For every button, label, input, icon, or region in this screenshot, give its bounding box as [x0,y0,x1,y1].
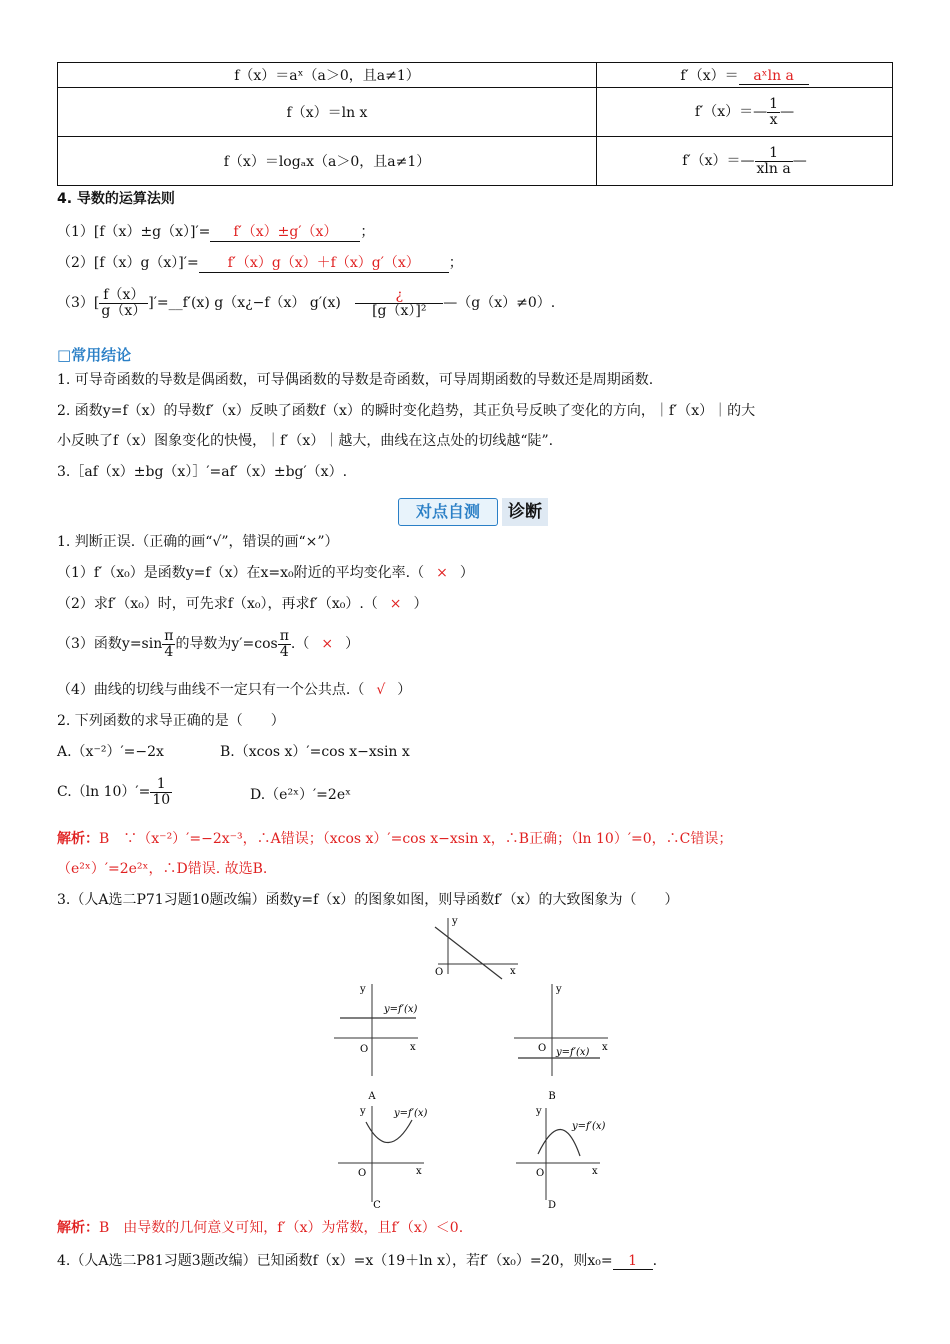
q2-solution-2: （e²ˣ）′=2e²ˣ，∴D错误. 故选B. [57,861,268,877]
badge-box: 对点自测 [398,498,498,526]
conclusions-heading: □常用结论 [57,346,132,364]
answer-mark: × [389,596,402,612]
q2-option-b: B.（xcos x）′=cos x−xsin x [220,744,410,760]
svg-text:y: y [556,984,562,995]
fraction: $\frac{1}{10}$ [152,775,171,808]
q2-option-a: A.（x⁻²）′=−2x [57,744,164,760]
option-label-a: A [368,1091,376,1102]
svg-text:O: O [538,1043,547,1054]
option-label-d: D [547,1200,557,1211]
graph-original [435,916,518,979]
q2-option-d: D.（e²ˣ）′=2eˣ [250,787,352,803]
rule-2: （2）[f（x）g（x）]′= f′（x）g（x）＋f（x）g′（x） ； [57,252,463,273]
section-heading: 4. 导数的运算法则 [57,191,175,207]
graph-option-d [516,1106,606,1211]
q1-item-1: （1）f′（x₀）是函数y=f（x）在x=x₀附近的平均变化率.（ × ） [57,565,474,581]
table-cell-derivative: f′（x）＝— $\frac{1}{x}$ — [597,88,893,137]
q3-solution: 解析：B 由导数的几何意义可知，f′（x）为常数，且f′（x）＜0. [57,1220,464,1236]
origin-label: O [435,967,444,978]
q2-option-c: C.（ln 10）′= $\frac{1}{10}$ [57,775,171,808]
svg-text:x: x [592,1166,598,1177]
graph-option-c [338,1106,428,1211]
svg-text:y: y [360,1106,366,1117]
badge-text: 诊断 [502,498,548,526]
answer-blank: aˣln a [739,68,809,85]
svg-text:y=f′(x): y=f′(x) [556,1047,590,1058]
q1-item-3: （3）函数y=sin $\frac{\pi}{4}$ 的导数为y′=cos $\frac{\pi}{4}$ .（ × ） [57,627,360,660]
option-label-c: C [373,1200,381,1211]
fraction: $\frac{1}{\text{xln a}}$ [756,144,791,177]
fraction: $\frac{¿}{\text{[g（x）]²}}$ [355,288,443,318]
answer-blank: 1 [613,1253,653,1270]
q2-stem: 2. 下列函数的求导正确的是（ ） [57,713,285,729]
fraction: $\frac{\pi}{4}$ [279,627,289,660]
conclusion-3: 3.［af（x）±bg（x）］′=af′（x）±bg′（x）. [57,464,348,480]
q1-item-4: （4）曲线的切线与曲线不一定只有一个公共点.（ √ ） [57,682,412,698]
table-cell-derivative: f′（x）＝ aˣln a [597,63,893,88]
svg-text:O: O [536,1168,545,1179]
svg-text:x: x [410,1042,416,1053]
svg-text:y: y [536,1106,542,1117]
answer-mark: √ [376,682,386,698]
section-badge [398,498,552,526]
svg-text:y: y [360,984,366,995]
q3-stem: 3.（人A选二P71习题10题改编）函数y=f（x）的图象如图，则导函数f′（x）的大致图象为（ ） [57,892,679,908]
conclusion-2b: 小反映了f（x）图象变化的快慢，｜f′（x）｜越大，曲线在这点处的切线越“陡”. [57,433,554,449]
q1-item-2: （2）求f′（x₀）时，可先求f（x₀），再求f′（x₀）.（ × ） [57,596,428,612]
q4-stem: 4.（人A选二P81习题3题改编）已知函数f（x）=x（19＋ln x），若f′（x₀）=20，则x₀= 1 . [57,1253,658,1269]
fraction: $\frac{1}{x}$ [769,95,779,128]
svg-text:x: x [416,1166,422,1177]
table-cell-derivative: f′（x）＝— $\frac{1}{\text{xln a}}$ — [597,137,893,186]
q2-solution-1: 解析：B ∵（x⁻²）′=−2x⁻³，∴A错误；（xcos x）′=cos x−xsin x，∴B正确；（ln 10）′=0，∴C错误； [57,831,733,847]
fraction: $\frac{\pi}{4}$ [164,627,174,660]
table-cell-function: f（x）＝aˣ（a＞0，且a≠1） [58,63,597,88]
answer-blank: f′（x）g（x）＋f（x）g′（x） [199,252,449,273]
q1-stem: 1. 判断正误.（正确的画“√”，错误的画“×”） [57,534,339,550]
rule-3: （3）[ $\frac{f(x)}{g(x)}$ ]′=__f′(x) g（x¿−f（x） g′(x) $\frac{¿}{\text{[g（x）]²}}$ —（g（x）≠0）. [57,286,556,319]
svg-text:y=f′(x): y=f′(x) [394,1108,428,1119]
q3-graphs [320,912,620,1212]
table-cell-function: f（x）＝ln x [58,88,597,137]
conclusion-2a: 2. 函数y=f（x）的导数f′（x）反映了函数f（x）的瞬时变化趋势，其正负号反映了变化的方向，｜f′（x）｜的大 [57,403,756,419]
svg-text:y=f′(x): y=f′(x) [572,1121,606,1132]
answer-blank: f′（x）±g′（x） [210,221,360,242]
axis-x-label: x [510,966,516,977]
rule-1: （1）[f（x）±g（x）]′= f′（x）±g′（x） ； [57,221,374,242]
graph-option-b [514,984,608,1102]
table-cell-function: f（x）＝logₐx（a＞0，且a≠1） [58,137,597,186]
svg-text:y=f′(x): y=f′(x) [384,1004,418,1015]
svg-text:O: O [360,1044,369,1055]
answer-mark: × [321,636,334,652]
svg-text:O: O [358,1168,367,1179]
graph-option-a [334,984,418,1102]
option-label-b: B [548,1091,556,1102]
svg-text:x: x [602,1042,608,1053]
axis-y-label: y [452,916,458,927]
answer-mark: × [436,565,448,581]
derivative-table [57,62,893,186]
conclusion-1: 1. 可导奇函数的导数是偶函数，可导偶函数的导数是奇函数，可导周期函数的导数还是周期函数. [57,372,654,388]
fraction: $\frac{f(x)}{g(x)}$ [101,286,147,319]
